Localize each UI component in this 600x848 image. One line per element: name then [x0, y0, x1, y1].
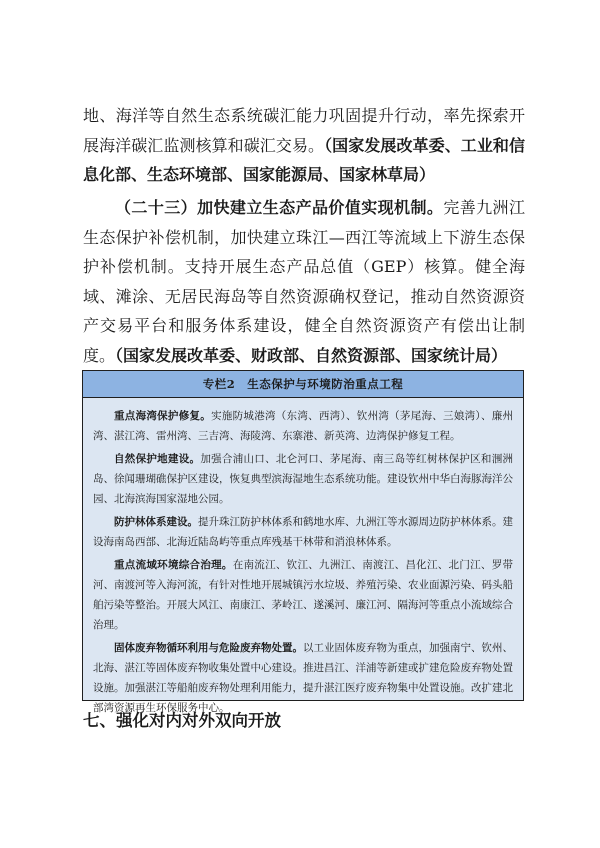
- section-heading: 七、强化对内对外双向开放: [83, 711, 281, 730]
- project-heading: 重点海湾保护修复。: [114, 410, 212, 422]
- project-item-bay-restoration: [93, 406, 513, 446]
- responsible-agencies: （国家发展改革委、工业和信息化部、生态环境部、国家能源局、国家林草局）: [83, 135, 525, 184]
- project-heading: 防护林体系建设。: [114, 516, 198, 528]
- feature-box-body: [83, 398, 523, 718]
- responsible-agencies: （国家发展改革委、财政部、自然资源部、国家统计局）: [115, 345, 508, 365]
- project-text: 以工业固体废弃物为重点，加强南宁、钦州、北海、湛江等固体废弃物收集处置中心建设。推进昌江、洋浦等新建或扩建危险废弃物处置设施。加强湛江等船舶废弃物处理利用能力，提升湛江医疗废弃物集中处置设施。改扩建北部湾资源再生环保服务中心。: [93, 642, 513, 714]
- project-heading: 固体废弃物循环利用与危险废弃物处置。: [114, 642, 303, 654]
- project-text: 在南流江、钦江、九洲江、南渡江、昌化江、北门江、罗带河、南渡河等入海河流，有针对性地开展城镇污水垃圾、养殖污染、农业面源污染、码头船舶污染等整治。开展大风江、南康江、茅岭江、遂溪河、廉江河、隔海河等重点小流域综合治理。: [93, 559, 514, 631]
- feature-box-title: [83, 371, 523, 398]
- project-heading: 自然保护地建设。: [114, 453, 201, 465]
- project-heading: 重点流域环境综合治理。: [114, 559, 233, 571]
- project-item-nature-reserve: [93, 449, 513, 509]
- feature-box-ecological-projects: [82, 370, 524, 714]
- project-text: 提升珠江防护林体系和鹤地水库、九洲江等水源周边防护林体系。建设海南岛西部、北海近陆岛屿等重点库残基干林带和消浪林体系。: [93, 516, 513, 548]
- project-text: 加强合浦山口、北仑河口、茅尾海、南三岛等红树林保护区和涠洲岛、徐闻珊瑚礁保护区建设，恢复典型滨海湿地生态系统功能。建设钦州中华白海豚海洋公园、北海滨海国家湿地公园。: [93, 453, 514, 505]
- feature-box-number: 专栏2: [202, 377, 236, 391]
- paragraph-text: 地、海洋等自然生态系统碳汇能力巩固提升行动，率先探索开展海洋碳汇监测核算和碳汇交易。: [83, 106, 525, 155]
- project-text: 实施防城港湾（东湾、西湾）、钦州湾（茅尾海、三娘湾）、廉州湾、湛江湾、雷州湾、三吉湾、海陵湾、东寨港、新英湾、边湾保护修复工程。: [93, 410, 514, 442]
- project-item-shelterbelt: [93, 512, 513, 552]
- feature-box-title-text: 生态保护与环境防治重点工程: [247, 377, 404, 391]
- paragraph-carbon-sink: [83, 101, 525, 190]
- project-item-river-basin: [93, 555, 513, 635]
- paragraph-ecological-product: [83, 193, 525, 370]
- paragraph-text: 完善九洲江生态保护补偿机制，加快建立珠江—西江等流域上下游生态保护补偿机制。支持开展生态产品总值（GEP）核算。健全海域、滩涂、无居民海岛等自然资源确权登记，推动自然资源资产交易平台和服务体系建设，健全自然资源资产有偿出让制度。: [83, 198, 525, 365]
- project-item-solid-waste: [93, 638, 513, 718]
- paragraph-lead-heading: （二十三）加快建立生态产品价值实现机制。: [115, 198, 444, 217]
